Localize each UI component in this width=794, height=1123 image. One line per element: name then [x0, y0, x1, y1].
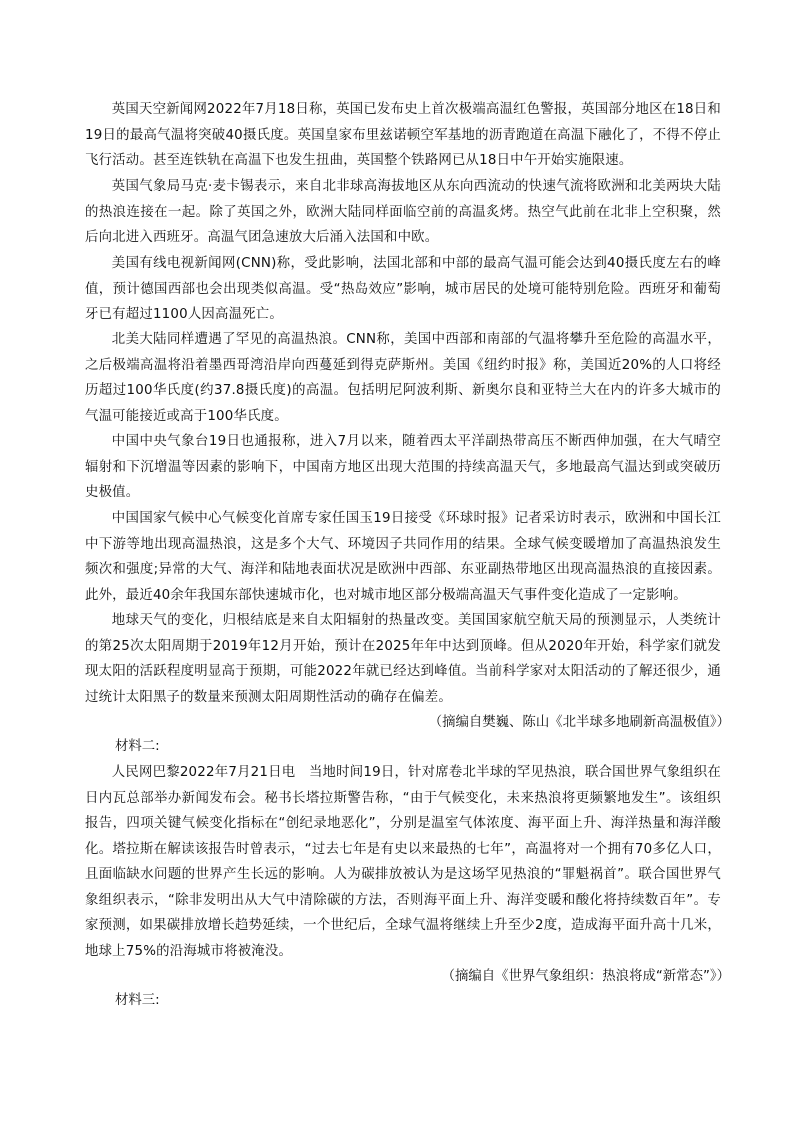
paragraph-material-2: 人民网巴黎2022年7月21日电 当地时间19日，针对席卷北半球的罕见热浪，联合国世界气象组织在日内瓦总部举办新闻发布会。秘书长塔拉斯警告称，“由于气候变化，未来热浪将更频繁地发生”。该组织报告，四项关键气候变化指标在“创纪录地恶化”，分别是温室气体浓度、海平面上升、海洋热量和海洋酸化。塔拉斯在解读该报告时曾表示，“过去七年是有史以来最热的七年”，高温将对一个拥有70多亿人口，且面临缺水问题的世界产生长远的影响。人为碳排放被认为是这场罕见热浪的“罪魁祸首”。联合国世界气象组织表示，“除非发明出从大气中清除碳的方法，否则海平面上升、海洋变暖和酸化将持续数百年”。专家预测，如果碳排放增长趋势延续，一个世纪后，全球气温将继续上升至少2度，造成海平面升高十几米，地球上75%的沿海城市将被淹没。 [85, 765, 721, 959]
paragraph-north-america: 北美大陆同样遭遇了罕见的高温热浪。CNN称，美国中西部和南部的气温将攀升至危险的高温水平，之后极端高温将沿着墨西哥湾沿岸向西蔓延到得克萨斯州。美国《纽约时报》称，美国近20%的人口将经历超过100华氏度(约37.8摄氏度)的高温。包括明尼阿波利斯、新奥尔良和亚特兰大在内的许多大城市的气温可能接近或高于100华氏度。 [85, 332, 721, 424]
source-citation-1: （摘编自樊巍、陈山《北半球多地刷新高温极值》） [428, 715, 730, 730]
paragraph-cnn-france: 美国有线电视新闻网(CNN)称，受此影响，法国北部和中部的最高气温可能会达到40摄氏度左右的峰值，预计德国西部也会出现类似高温。受“热岛效应”影响，城市居民的处境可能特别危险。西班牙和葡萄牙已有超过1100人因高温死亡。 [85, 256, 721, 322]
paragraph-china-met: 中国中央气象台19日也通报称，进入7月以来，随着西太平洋副热带高压不断西伸加强，在大气晴空辐射和下沉增温等因素的影响下，中国南方地区出现大范围的持续高温天气，多地最高气温达到或突破历史极值。 [85, 434, 721, 500]
paragraph-uk-heat-alert: 英国天空新闻网2022年7月18日称，英国已发布史上首次极端高温红色警报，英国部分地区在18日和19日的最高气温将突破40摄氏度。英国皇家布里兹诺顿空军基地的沥青跑道在高温下融化了，不得不停止飞行活动。甚至连铁轨在高温下也发生扭曲，英国整个铁路网已从18日中午开始实施限速。 [85, 102, 721, 168]
material-2-label: 材料二: [115, 739, 160, 754]
paragraph-china-climate-expert: 中国国家气候中心气候变化首席专家任国玉19日接受《环球时报》记者采访时表示，欧洲和中国长江中下游等地出现高温热浪，这是多个大气、环境因子共同作用的结果。全球气候变暖增加了高温热浪发生频次和强度;异常的大气、海洋和陆地表面状况是欧洲中西部、东亚副热带地区出现高温热浪的直接因素。此外，最近40余年我国东部快速城市化，也对城市地区部分极端高温天气事件变化造成了一定影响。 [85, 511, 721, 603]
source-citation-2: （摘编自《世界气象组织：热浪将成“新常态”》） [441, 969, 730, 984]
material-3-label: 材料三: [115, 993, 160, 1008]
paragraph-solar-cycle: 地球天气的变化，归根结底是来自太阳辐射的热量改变。美国国家航空航天局的预测显示，人类统计的第25次太阳周期于2019年12月开始，预计在2025年年中达到顶峰。但从2020年开始，科学家们就发现太阳的活跃程度明显高于预期，可能2022年就已经达到峰值。当前科学家对太阳活动的了解还很少，通过统计太阳黑子的数量来预测太阳周期性活动的确存在偏差。 [85, 613, 721, 705]
paragraph-uk-met-office: 英国气象局马克·麦卡锡表示，来自北非球高海拔地区从东向西流动的快速气流将欧洲和北美两块大陆的热浪连接在一起。除了英国之外，欧洲大陆同样面临空前的高温炙烤。热空气此前在北非上空积聚，然后向北进入西班牙。高温气团急速放大后涌入法国和中欧。 [85, 179, 721, 245]
